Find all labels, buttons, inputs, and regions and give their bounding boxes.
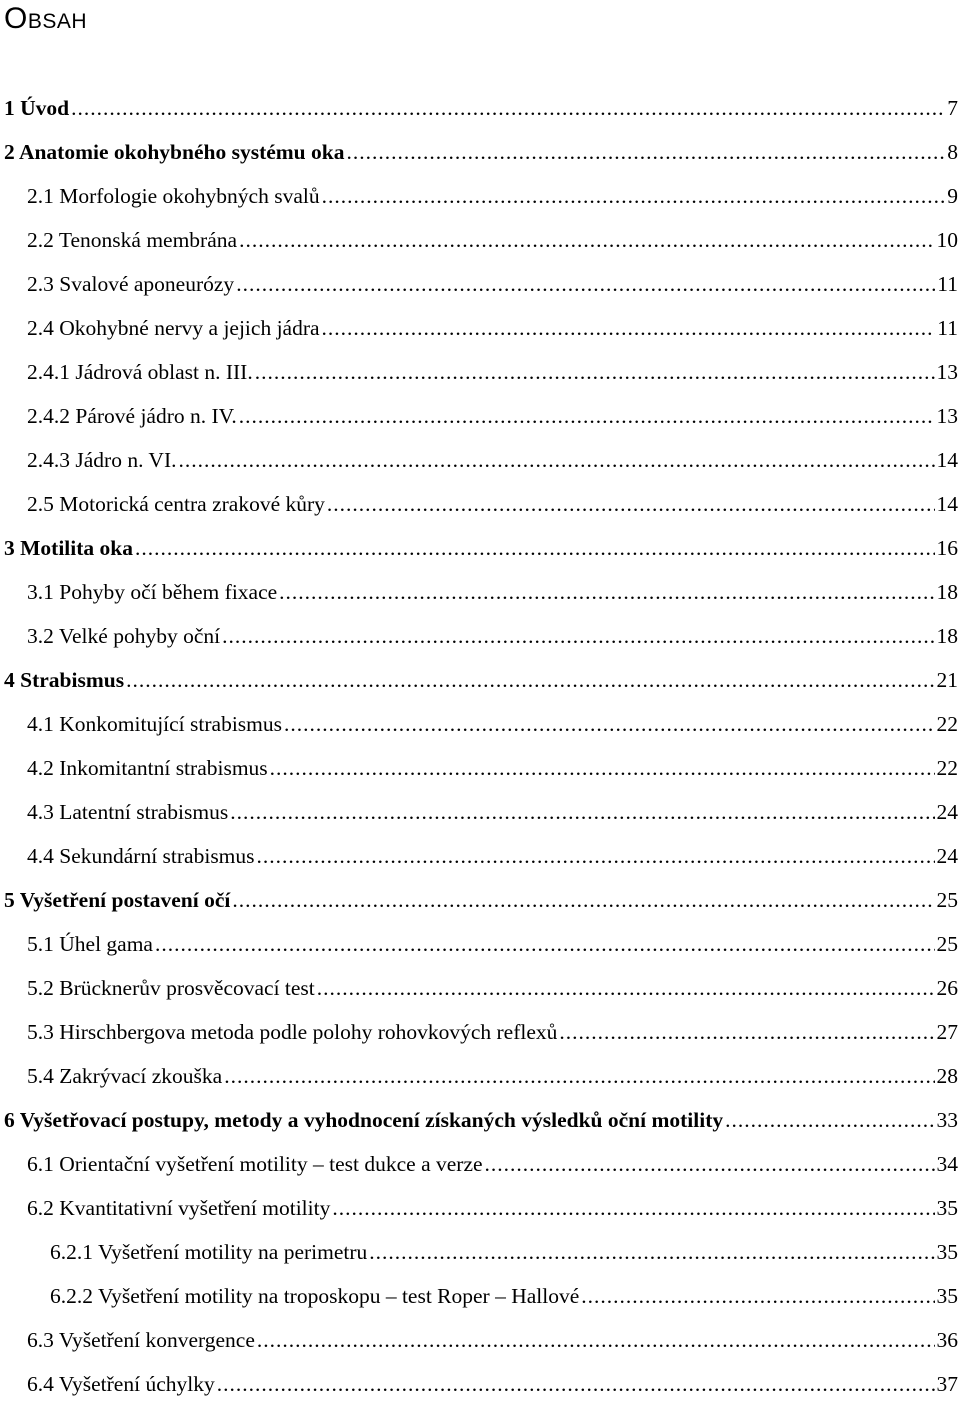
toc-entry[interactable] [0, 350, 960, 394]
dot-leader [224, 1054, 934, 1098]
toc-entry-page-number: 13 [937, 394, 960, 438]
toc-entry-title: 3.2 Velké pohyby oční [27, 614, 220, 658]
dot-leader [485, 1142, 935, 1186]
dot-leader [346, 130, 945, 174]
toc-entry-title: 2.4.3 Jádro n. VI. [27, 438, 177, 482]
toc-entry-title: 6.2 Kvantitativní vyšetření motility [27, 1186, 330, 1230]
toc-entry-page-number: 8 [947, 130, 960, 174]
toc-entry-title: 2.1 Morfologie okohybných svalů [27, 174, 320, 218]
toc-entry-page-number: 36 [937, 1318, 960, 1362]
toc-entry[interactable] [0, 1054, 960, 1098]
toc-entry-page-number: 18 [937, 570, 960, 614]
toc-entry-page-number: 18 [937, 614, 960, 658]
dot-leader [581, 1274, 934, 1318]
toc-entry-page-number: 25 [937, 922, 960, 966]
dot-leader [317, 966, 935, 1010]
toc-entry[interactable] [0, 790, 960, 834]
toc-entry-title: 6.3 Vyšetření konvergence [27, 1318, 255, 1362]
toc-entry[interactable] [0, 746, 960, 790]
toc-entry[interactable] [0, 834, 960, 878]
dot-leader [284, 702, 934, 746]
toc-entry-title: 3 Motilita oka [4, 526, 133, 570]
toc-entry-title: 5.2 Brücknerův prosvěcovací test [27, 966, 315, 1010]
dot-leader [232, 878, 934, 922]
dot-leader [270, 746, 935, 790]
dot-leader [179, 438, 935, 482]
dot-leader [239, 394, 935, 438]
toc-entry[interactable] [0, 1230, 960, 1274]
toc-entry-page-number: 27 [937, 1010, 960, 1054]
toc-entry-page-number: 11 [937, 306, 960, 350]
toc-entry-title: 1 Úvod [4, 86, 69, 130]
dot-leader [236, 262, 935, 306]
toc-entry[interactable] [0, 394, 960, 438]
toc-entry-page-number: 13 [937, 350, 960, 394]
toc-entry-title: 6.2.1 Vyšetření motility na perimetru [50, 1230, 367, 1274]
toc-entry-title: 2.5 Motorická centra zrakové kůry [27, 482, 325, 526]
toc-entry-title: 6 Vyšetřovací postupy, metody a vyhodnocení získaných výsledků oční motility [4, 1098, 723, 1142]
toc-entry-title: 6.1 Orientační vyšetření motility – test dukce a verze [27, 1142, 483, 1186]
toc-entry-title: 2.3 Svalové aponeurózy [27, 262, 234, 306]
toc-entry[interactable] [0, 482, 960, 526]
toc-entry-title: 2 Anatomie okohybného systému oka [4, 130, 344, 174]
toc-entry-page-number: 14 [937, 482, 960, 526]
dot-leader [327, 482, 935, 526]
toc-entry-title: 5.1 Úhel gama [27, 922, 153, 966]
toc-entry[interactable] [0, 526, 960, 570]
dot-leader [126, 658, 934, 702]
dot-leader [369, 1230, 934, 1274]
dot-leader [155, 922, 935, 966]
toc-entry[interactable] [0, 174, 960, 218]
toc-entry-title: 4.3 Latentní strabismus [27, 790, 228, 834]
toc-entry-page-number: 24 [937, 834, 960, 878]
toc-entry-page-number: 21 [937, 658, 960, 702]
dot-leader [257, 834, 935, 878]
toc-entry-page-number: 33 [937, 1098, 960, 1142]
dot-leader [135, 526, 935, 570]
toc-entry-page-number: 14 [937, 438, 960, 482]
toc-entry-page-number: 35 [937, 1186, 960, 1230]
toc-entry-title: 5.4 Zakrývací zkouška [27, 1054, 222, 1098]
toc-entry-page-number: 37 [937, 1362, 960, 1406]
toc-entry-page-number: 22 [937, 746, 960, 790]
toc-entry-page-number: 26 [937, 966, 960, 1010]
dot-leader [332, 1186, 934, 1230]
toc-entry-title: 2.2 Tenonská membrána [27, 218, 237, 262]
toc-entry[interactable] [0, 658, 960, 702]
toc-entry[interactable] [0, 878, 960, 922]
toc-entry-title: 6.2.2 Vyšetření motility na troposkopu – test Roper – Hallové [50, 1274, 579, 1318]
toc-entry-title: 4.4 Sekundární strabismus [27, 834, 255, 878]
toc-entry-page-number: 9 [947, 174, 960, 218]
toc-entry-page-number: 25 [937, 878, 960, 922]
toc-entry[interactable] [0, 702, 960, 746]
dot-leader [239, 218, 934, 262]
toc-entry[interactable] [0, 1318, 960, 1362]
toc-entry-title: 5 Vyšetření postavení očí [4, 878, 230, 922]
toc-entry[interactable] [0, 614, 960, 658]
toc-entry[interactable] [0, 570, 960, 614]
dot-leader [559, 1010, 934, 1054]
toc-entry-page-number: 11 [937, 262, 960, 306]
toc-entry-title: 2.4.1 Jádrová oblast n. III. [27, 350, 253, 394]
toc-entry[interactable] [0, 1362, 960, 1406]
toc-entry[interactable] [0, 130, 960, 174]
toc-entry-title: 3.1 Pohyby očí během fixace [27, 570, 277, 614]
dot-leader [230, 790, 934, 834]
toc-entry[interactable] [0, 1098, 960, 1142]
toc-entry-page-number: 10 [937, 218, 960, 262]
dot-leader [255, 350, 935, 394]
toc-entry-page-number: 35 [937, 1274, 960, 1318]
dot-leader [71, 86, 945, 130]
toc-entry-page-number: 35 [937, 1230, 960, 1274]
dot-leader [725, 1098, 934, 1142]
page-title: Obsah [4, 2, 87, 36]
toc-entry-title: 4.2 Inkomitantní strabismus [27, 746, 268, 790]
toc-entry-page-number: 16 [937, 526, 960, 570]
dot-leader [257, 1318, 935, 1362]
toc-entry-page-number: 22 [937, 702, 960, 746]
toc-entry[interactable] [0, 306, 960, 350]
toc-entry[interactable] [0, 218, 960, 262]
toc-entry[interactable] [0, 86, 960, 130]
dot-leader [279, 570, 934, 614]
toc-entry-title: 2.4.2 Párové jádro n. IV. [27, 394, 237, 438]
toc-entry[interactable] [0, 1142, 960, 1186]
toc-entry[interactable] [0, 438, 960, 482]
table-of-contents [0, 86, 960, 1406]
toc-entry-title: 6.4 Vyšetření úchylky [27, 1362, 215, 1406]
dot-leader [217, 1362, 935, 1406]
toc-entry-title: 4 Strabismus [4, 658, 124, 702]
toc-entry-title: 4.1 Konkomitující strabismus [27, 702, 282, 746]
toc-entry[interactable] [0, 1010, 960, 1054]
toc-entry-page-number: 7 [947, 86, 960, 130]
toc-entry[interactable] [0, 922, 960, 966]
dot-leader [322, 306, 936, 350]
dot-leader [322, 174, 946, 218]
toc-entry-page-number: 24 [937, 790, 960, 834]
toc-entry[interactable] [0, 262, 960, 306]
toc-entry[interactable] [0, 1274, 960, 1318]
toc-entry-page-number: 28 [937, 1054, 960, 1098]
toc-entry-title: 2.4 Okohybné nervy a jejich jádra [27, 306, 320, 350]
dot-leader [222, 614, 934, 658]
toc-entry[interactable] [0, 966, 960, 1010]
toc-entry[interactable] [0, 1186, 960, 1230]
toc-entry-title: 5.3 Hirschbergova metoda podle polohy rohovkových reflexů [27, 1010, 557, 1054]
toc-entry-page-number: 34 [937, 1142, 960, 1186]
